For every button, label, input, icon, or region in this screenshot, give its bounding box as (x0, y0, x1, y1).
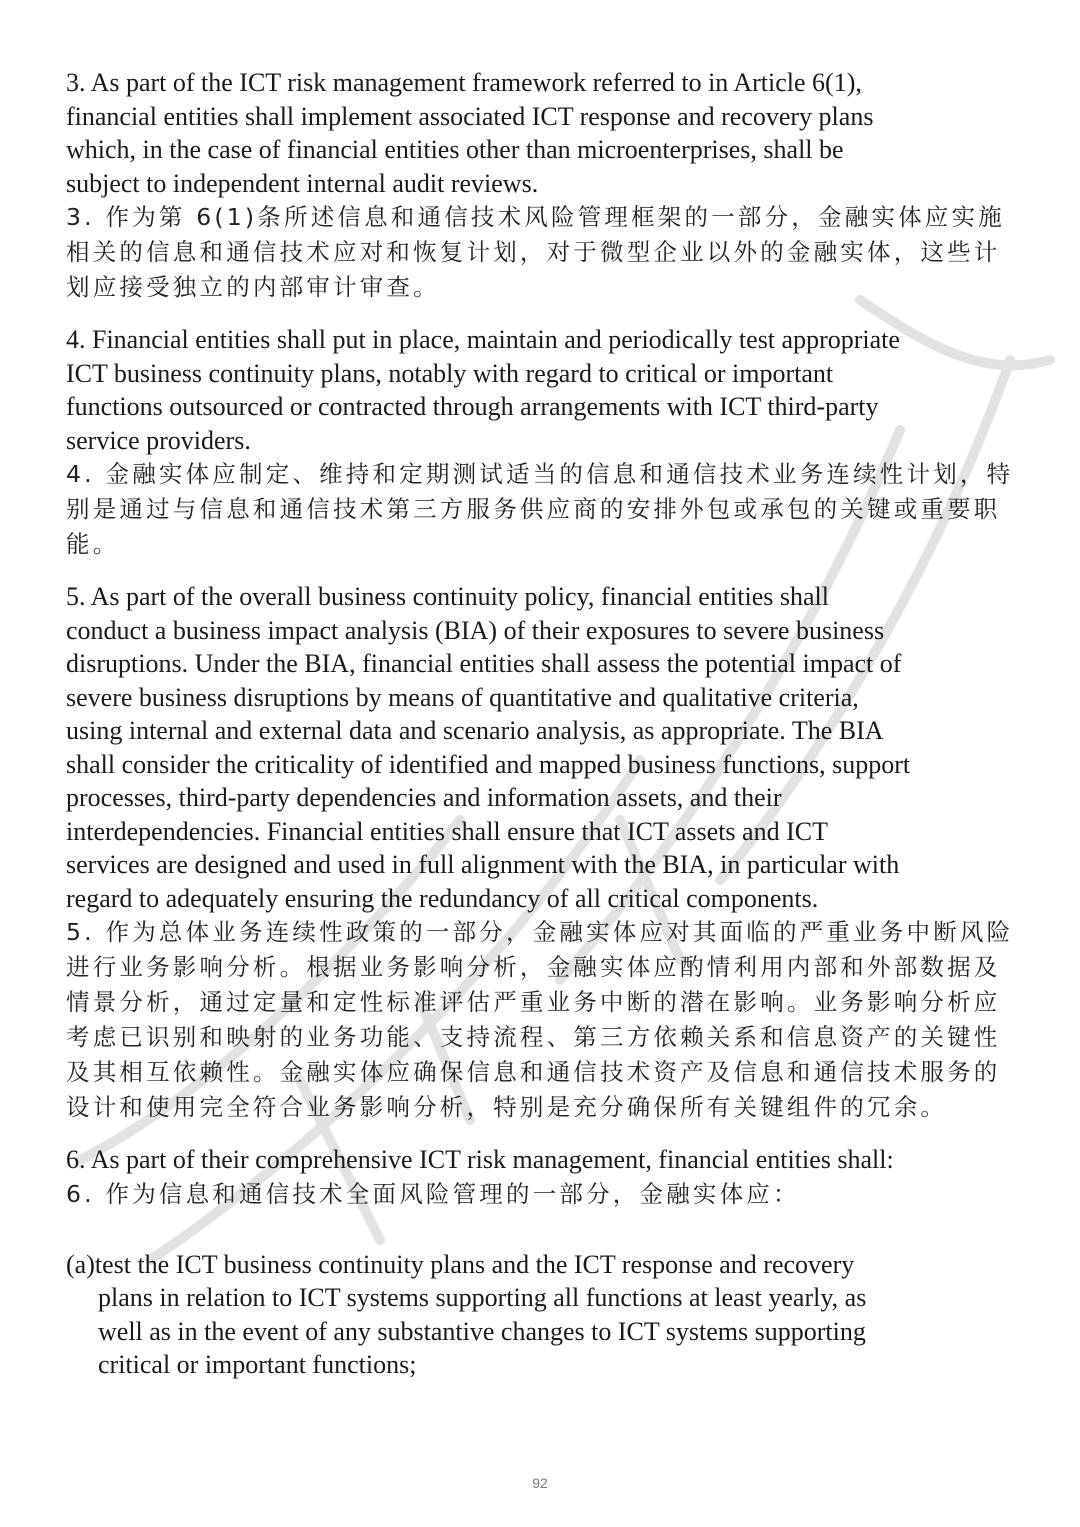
paragraph-4-en: 4. Financial entities shall put in place, maintain and periodically test appropriate ICT business continuity plans, notably with regard to critical or important functions outsourced or contracted through arrangements with ICT third-party service providers. (66, 325, 900, 455)
paragraph-6-zh: 6. 作为信息和通信技术全面风险管理的一部分，金融实体应： (66, 1179, 800, 1208)
paragraph-3-zh: 3. 作为第 6(1)条所述信息和通信技术风险管理框架的一部分，金融实体应实施相关的信息和通信技术应对和恢复计划，对于微型企业以外的金融实体，这些计划应接受独立的内部审计审查。 (66, 203, 1005, 301)
paragraph-5-en: 5. As part of the overall business continuity policy, financial entities shall conduct a business impact analysis (BIA) of their exposures to severe business disruptions. Under the BIA, financial entities shall assess the potential impact of severe business disruptions by means of quantitative and qualitative criteria, using internal and external data and scenario analysis, as appropriate. The BIA shall consider the criticality of identified and mapped business functions, support processes, third-party dependencies and information assets, and their interdependencies. Financial entities shall ensure that ICT assets and ICT services are designed and used in full alignment with the BIA, in particular with regard to adequately ensuring the redundancy of all critical components. (66, 582, 911, 913)
paragraph-3-en: 3. As part of the ICT risk management framework referred to in Article 6(1), financial entities shall implement associated ICT response and recovery plans which, in the case of financial entities other than microenterprises, shall be subject to independent internal audit reviews. (66, 68, 874, 198)
document-body (66, 66, 1016, 1382)
paragraph-5-zh: 5. 作为总体业务连续性政策的一部分，金融实体应对其面临的严重业务中断风险进行业务影响分析。根据业务影响分析，金融实体应酌情利用内部和外部数据及情景分析，通过定量和定性标准评估严重业务中断的潜在影响。业务影响分析应考虑已识别和映射的业务功能、支持流程、第三方依赖关系和信息资产的关键性及其相互依赖性。金融实体应确保信息和通信技术资产及信息和通信技术服务的设计和使用完全符合业务影响分析，特别是充分确保所有关键组件的冗余。 (66, 918, 1014, 1121)
page-number: 92 (532, 1475, 548, 1491)
paragraph-6-en: 6. As part of their comprehensive ICT risk management, financial entities shall: (66, 1145, 894, 1174)
paragraph-4-zh: 4. 金融实体应制定、维持和定期测试适当的信息和通信技术业务连续性计划，特别是通过与信息和通信技术第三方服务供应商的安排外包或承包的关键或重要职能。 (66, 460, 1014, 558)
list-item-a: (a)test the ICT business continuity plans and the ICT response and recovery plans in relation to ICT systems supporting all functions at least yearly, as well as in the event of any substantive changes to ICT systems supporting critical or important functions; (66, 1249, 867, 1379)
